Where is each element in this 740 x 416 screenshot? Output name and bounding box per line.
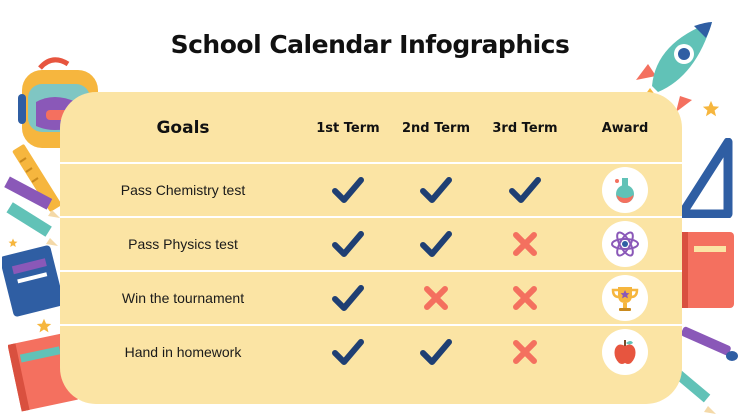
check-icon xyxy=(306,164,390,216)
atom-icon xyxy=(602,221,648,267)
table-row xyxy=(60,216,682,270)
award-header: Award xyxy=(601,120,649,136)
goals-table xyxy=(60,92,682,404)
goal-label: Pass Chemistry test xyxy=(120,182,246,198)
check-icon xyxy=(306,272,390,324)
cross-icon xyxy=(390,272,482,324)
goal-label: Hand in homework xyxy=(124,344,242,360)
set-square-icon xyxy=(676,138,734,218)
goal-label: Win the tournament xyxy=(121,290,245,306)
table-row xyxy=(60,162,682,216)
table-row xyxy=(60,270,682,324)
goals-header: Goals xyxy=(156,118,210,138)
page-title: School Calendar Infographics xyxy=(170,30,570,59)
goal-label: Pass Physics test xyxy=(128,236,238,252)
trophy-icon xyxy=(602,275,648,321)
apple-icon xyxy=(602,329,648,375)
cross-icon xyxy=(482,218,568,270)
term2-header: 2nd Term xyxy=(401,120,471,136)
term3-header: 3rd Term xyxy=(492,120,558,136)
cross-icon xyxy=(482,326,568,378)
check-icon xyxy=(390,218,482,270)
cross-icon xyxy=(482,272,568,324)
book-icon xyxy=(676,228,738,312)
check-icon xyxy=(306,218,390,270)
term1-header: 1st Term xyxy=(316,120,380,136)
chemistry-flask-icon xyxy=(602,167,648,213)
book-icon xyxy=(2,244,64,318)
star-icon xyxy=(702,100,720,118)
check-icon xyxy=(482,164,568,216)
table-row xyxy=(60,324,682,378)
check-icon xyxy=(390,326,482,378)
check-icon xyxy=(306,326,390,378)
check-icon xyxy=(390,164,482,216)
